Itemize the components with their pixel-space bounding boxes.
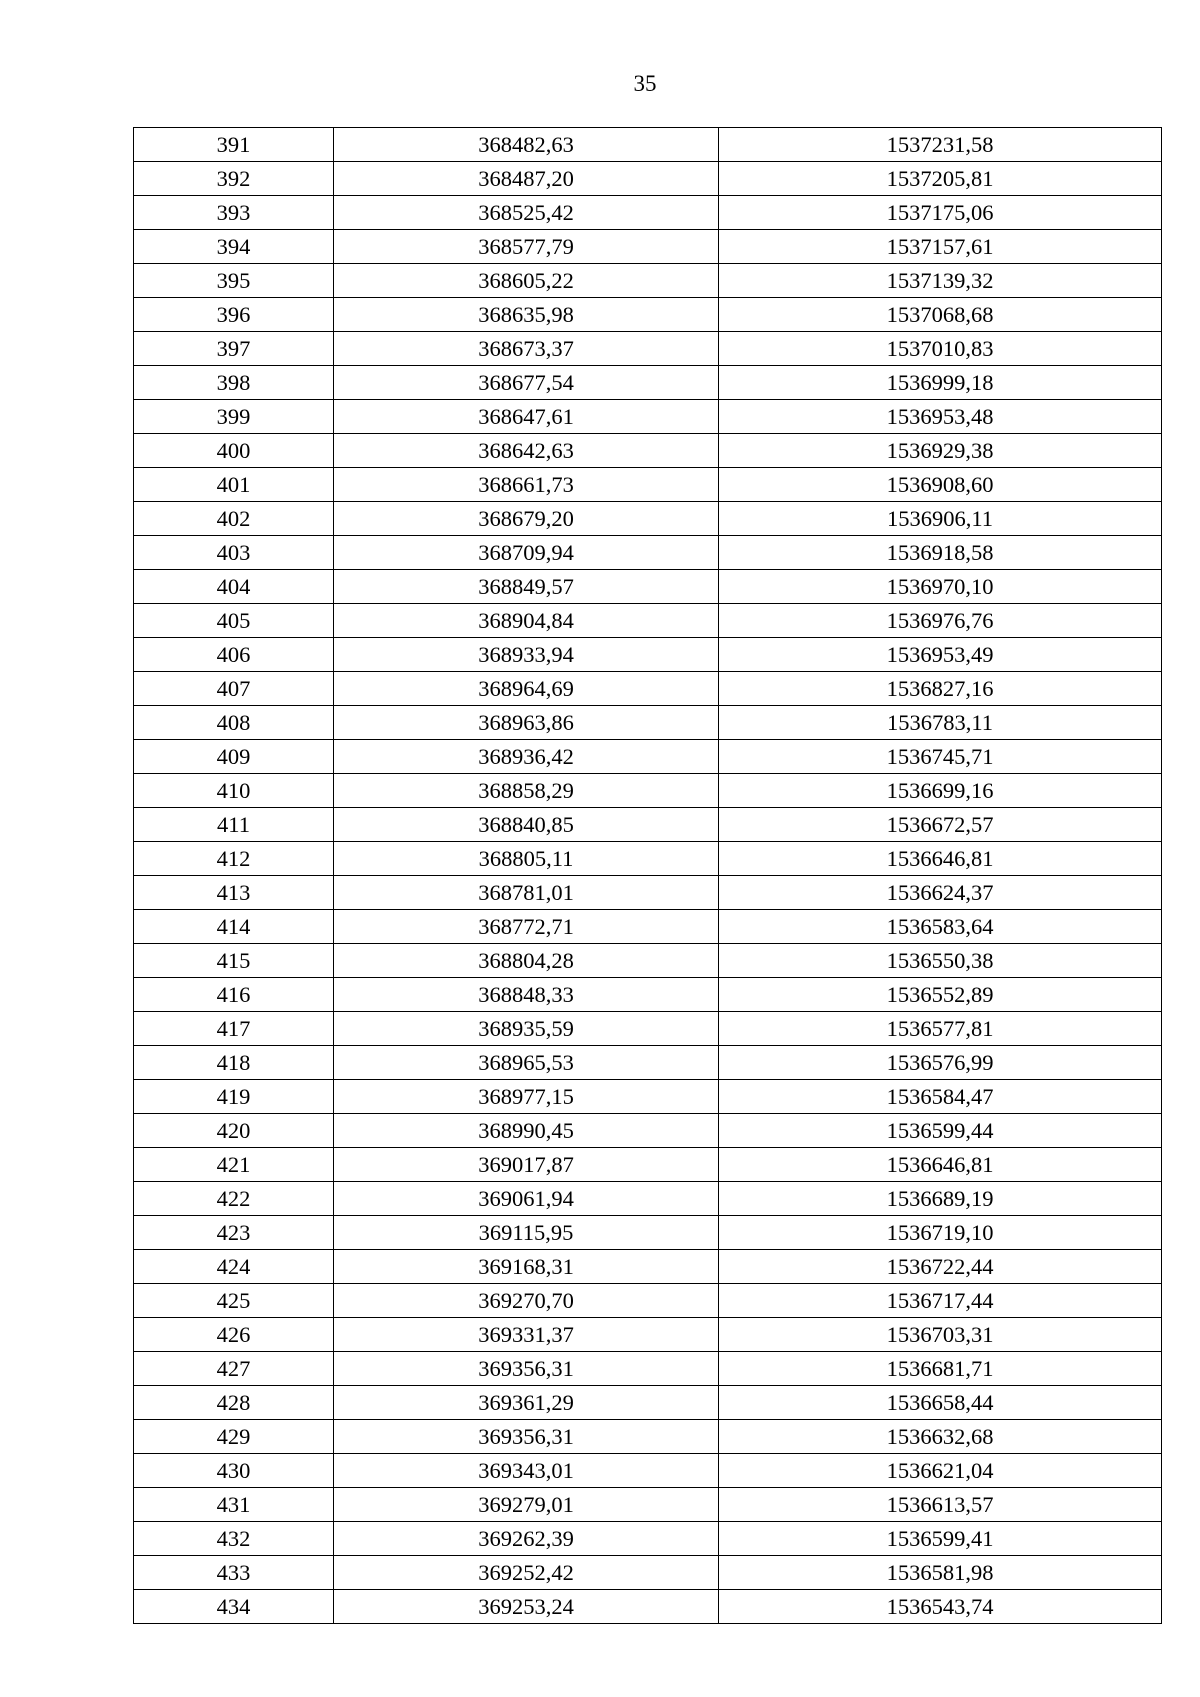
y-coordinate-cell: 1537068,68 — [719, 298, 1162, 332]
x-coordinate-cell: 368904,84 — [334, 604, 719, 638]
point-number-cell: 434 — [134, 1590, 334, 1624]
y-coordinate-cell: 1536583,64 — [719, 910, 1162, 944]
y-coordinate-cell: 1536613,57 — [719, 1488, 1162, 1522]
x-coordinate-cell: 368635,98 — [334, 298, 719, 332]
table-row — [134, 434, 1162, 468]
point-number-cell: 393 — [134, 196, 334, 230]
x-coordinate-cell: 369356,31 — [334, 1420, 719, 1454]
table-row — [134, 468, 1162, 502]
x-coordinate-cell: 369270,70 — [334, 1284, 719, 1318]
table-row — [134, 400, 1162, 434]
point-number-cell: 421 — [134, 1148, 334, 1182]
table-row — [134, 672, 1162, 706]
x-coordinate-cell: 368772,71 — [334, 910, 719, 944]
x-coordinate-cell: 368709,94 — [334, 536, 719, 570]
table-row — [134, 1046, 1162, 1080]
table-row — [134, 1080, 1162, 1114]
y-coordinate-cell: 1536543,74 — [719, 1590, 1162, 1624]
y-coordinate-cell: 1536719,10 — [719, 1216, 1162, 1250]
point-number-cell: 399 — [134, 400, 334, 434]
y-coordinate-cell: 1536699,16 — [719, 774, 1162, 808]
point-number-cell: 398 — [134, 366, 334, 400]
table-row — [134, 808, 1162, 842]
x-coordinate-cell: 369253,24 — [334, 1590, 719, 1624]
y-coordinate-cell: 1536581,98 — [719, 1556, 1162, 1590]
y-coordinate-cell: 1536953,48 — [719, 400, 1162, 434]
point-number-cell: 414 — [134, 910, 334, 944]
x-coordinate-cell: 368964,69 — [334, 672, 719, 706]
point-number-cell: 412 — [134, 842, 334, 876]
point-number-cell: 429 — [134, 1420, 334, 1454]
point-number-cell: 410 — [134, 774, 334, 808]
x-coordinate-cell: 368933,94 — [334, 638, 719, 672]
point-number-cell: 428 — [134, 1386, 334, 1420]
y-coordinate-cell: 1536918,58 — [719, 536, 1162, 570]
table-row — [134, 366, 1162, 400]
point-number-cell: 419 — [134, 1080, 334, 1114]
table-row — [134, 842, 1162, 876]
point-number-cell: 424 — [134, 1250, 334, 1284]
y-coordinate-cell: 1536621,04 — [719, 1454, 1162, 1488]
x-coordinate-cell: 368849,57 — [334, 570, 719, 604]
y-coordinate-cell: 1536717,44 — [719, 1284, 1162, 1318]
table-row — [134, 1420, 1162, 1454]
coordinates-table — [133, 127, 1162, 1624]
y-coordinate-cell: 1536646,81 — [719, 842, 1162, 876]
x-coordinate-cell: 368936,42 — [334, 740, 719, 774]
table-row — [134, 1522, 1162, 1556]
point-number-cell: 396 — [134, 298, 334, 332]
y-coordinate-cell: 1536906,11 — [719, 502, 1162, 536]
table-row — [134, 264, 1162, 298]
x-coordinate-cell: 368963,86 — [334, 706, 719, 740]
x-coordinate-cell: 369361,29 — [334, 1386, 719, 1420]
y-coordinate-cell: 1536953,49 — [719, 638, 1162, 672]
point-number-cell: 404 — [134, 570, 334, 604]
point-number-cell: 431 — [134, 1488, 334, 1522]
y-coordinate-cell: 1537175,06 — [719, 196, 1162, 230]
y-coordinate-cell: 1536681,71 — [719, 1352, 1162, 1386]
y-coordinate-cell: 1536552,89 — [719, 978, 1162, 1012]
x-coordinate-cell: 369168,31 — [334, 1250, 719, 1284]
table-row — [134, 332, 1162, 366]
table-row — [134, 128, 1162, 162]
point-number-cell: 422 — [134, 1182, 334, 1216]
y-coordinate-cell: 1536599,44 — [719, 1114, 1162, 1148]
x-coordinate-cell: 369017,87 — [334, 1148, 719, 1182]
y-coordinate-cell: 1537139,32 — [719, 264, 1162, 298]
x-coordinate-cell: 368858,29 — [334, 774, 719, 808]
y-coordinate-cell: 1536624,37 — [719, 876, 1162, 910]
x-coordinate-cell: 368848,33 — [334, 978, 719, 1012]
y-coordinate-cell: 1536976,76 — [719, 604, 1162, 638]
table-row — [134, 162, 1162, 196]
x-coordinate-cell: 368977,15 — [334, 1080, 719, 1114]
y-coordinate-cell: 1536929,38 — [719, 434, 1162, 468]
y-coordinate-cell: 1536722,44 — [719, 1250, 1162, 1284]
y-coordinate-cell: 1536577,81 — [719, 1012, 1162, 1046]
table-row — [134, 978, 1162, 1012]
x-coordinate-cell: 369262,39 — [334, 1522, 719, 1556]
table-row — [134, 1352, 1162, 1386]
y-coordinate-cell: 1537010,83 — [719, 332, 1162, 366]
table-row — [134, 230, 1162, 264]
table-row — [134, 740, 1162, 774]
x-coordinate-cell: 369115,95 — [334, 1216, 719, 1250]
point-number-cell: 432 — [134, 1522, 334, 1556]
table-row — [134, 876, 1162, 910]
point-number-cell: 408 — [134, 706, 334, 740]
table-row — [134, 944, 1162, 978]
point-number-cell: 392 — [134, 162, 334, 196]
table-row — [134, 1182, 1162, 1216]
page-number: 35 — [633, 71, 657, 96]
table-row — [134, 1488, 1162, 1522]
point-number-cell: 391 — [134, 128, 334, 162]
table-row — [134, 1590, 1162, 1624]
x-coordinate-cell: 368805,11 — [334, 842, 719, 876]
y-coordinate-cell: 1536827,16 — [719, 672, 1162, 706]
y-coordinate-cell: 1536672,57 — [719, 808, 1162, 842]
x-coordinate-cell: 368965,53 — [334, 1046, 719, 1080]
y-coordinate-cell: 1536599,41 — [719, 1522, 1162, 1556]
coordinates-table-body — [134, 128, 1162, 1624]
x-coordinate-cell: 368482,63 — [334, 128, 719, 162]
y-coordinate-cell: 1536550,38 — [719, 944, 1162, 978]
y-coordinate-cell: 1536999,18 — [719, 366, 1162, 400]
table-row — [134, 1148, 1162, 1182]
table-row — [134, 604, 1162, 638]
x-coordinate-cell: 369252,42 — [334, 1556, 719, 1590]
point-number-cell: 400 — [134, 434, 334, 468]
x-coordinate-cell: 368679,20 — [334, 502, 719, 536]
point-number-cell: 395 — [134, 264, 334, 298]
point-number-cell: 413 — [134, 876, 334, 910]
table-row — [134, 1114, 1162, 1148]
point-number-cell: 407 — [134, 672, 334, 706]
table-row — [134, 706, 1162, 740]
x-coordinate-cell: 369061,94 — [334, 1182, 719, 1216]
table-row — [134, 1454, 1162, 1488]
point-number-cell: 423 — [134, 1216, 334, 1250]
y-coordinate-cell: 1536908,60 — [719, 468, 1162, 502]
x-coordinate-cell: 369279,01 — [334, 1488, 719, 1522]
point-number-cell: 418 — [134, 1046, 334, 1080]
table-row — [134, 638, 1162, 672]
table-row — [134, 1556, 1162, 1590]
point-number-cell: 427 — [134, 1352, 334, 1386]
x-coordinate-cell: 368804,28 — [334, 944, 719, 978]
y-coordinate-cell: 1536970,10 — [719, 570, 1162, 604]
table-row — [134, 1012, 1162, 1046]
x-coordinate-cell: 368673,37 — [334, 332, 719, 366]
x-coordinate-cell: 369331,37 — [334, 1318, 719, 1352]
point-number-cell: 401 — [134, 468, 334, 502]
point-number-cell: 394 — [134, 230, 334, 264]
y-coordinate-cell: 1537205,81 — [719, 162, 1162, 196]
point-number-cell: 405 — [134, 604, 334, 638]
y-coordinate-cell: 1536632,68 — [719, 1420, 1162, 1454]
point-number-cell: 416 — [134, 978, 334, 1012]
y-coordinate-cell: 1536703,31 — [719, 1318, 1162, 1352]
point-number-cell: 402 — [134, 502, 334, 536]
point-number-cell: 397 — [134, 332, 334, 366]
x-coordinate-cell: 368642,63 — [334, 434, 719, 468]
point-number-cell: 411 — [134, 808, 334, 842]
point-number-cell: 409 — [134, 740, 334, 774]
table-row — [134, 910, 1162, 944]
x-coordinate-cell: 368647,61 — [334, 400, 719, 434]
point-number-cell: 420 — [134, 1114, 334, 1148]
y-coordinate-cell: 1536658,44 — [719, 1386, 1162, 1420]
x-coordinate-cell: 368935,59 — [334, 1012, 719, 1046]
x-coordinate-cell: 369343,01 — [334, 1454, 719, 1488]
y-coordinate-cell: 1537231,58 — [719, 128, 1162, 162]
x-coordinate-cell: 369356,31 — [334, 1352, 719, 1386]
point-number-cell: 415 — [134, 944, 334, 978]
point-number-cell: 403 — [134, 536, 334, 570]
point-number-cell: 406 — [134, 638, 334, 672]
y-coordinate-cell: 1536576,99 — [719, 1046, 1162, 1080]
table-row — [134, 1318, 1162, 1352]
x-coordinate-cell: 368487,20 — [334, 162, 719, 196]
y-coordinate-cell: 1536584,47 — [719, 1080, 1162, 1114]
point-number-cell: 430 — [134, 1454, 334, 1488]
table-row — [134, 536, 1162, 570]
point-number-cell: 417 — [134, 1012, 334, 1046]
y-coordinate-cell: 1536783,11 — [719, 706, 1162, 740]
table-row — [134, 298, 1162, 332]
x-coordinate-cell: 368677,54 — [334, 366, 719, 400]
y-coordinate-cell: 1536646,81 — [719, 1148, 1162, 1182]
point-number-cell: 425 — [134, 1284, 334, 1318]
table-row — [134, 1284, 1162, 1318]
x-coordinate-cell: 368661,73 — [334, 468, 719, 502]
y-coordinate-cell: 1537157,61 — [719, 230, 1162, 264]
point-number-cell: 433 — [134, 1556, 334, 1590]
table-row — [134, 1386, 1162, 1420]
x-coordinate-cell: 368990,45 — [334, 1114, 719, 1148]
x-coordinate-cell: 368525,42 — [334, 196, 719, 230]
point-number-cell: 426 — [134, 1318, 334, 1352]
x-coordinate-cell: 368840,85 — [334, 808, 719, 842]
x-coordinate-cell: 368577,79 — [334, 230, 719, 264]
table-row — [134, 196, 1162, 230]
y-coordinate-cell: 1536745,71 — [719, 740, 1162, 774]
table-row — [134, 502, 1162, 536]
table-row — [134, 1250, 1162, 1284]
table-row — [134, 570, 1162, 604]
x-coordinate-cell: 368605,22 — [334, 264, 719, 298]
table-row — [134, 1216, 1162, 1250]
x-coordinate-cell: 368781,01 — [334, 876, 719, 910]
y-coordinate-cell: 1536689,19 — [719, 1182, 1162, 1216]
table-row — [134, 774, 1162, 808]
